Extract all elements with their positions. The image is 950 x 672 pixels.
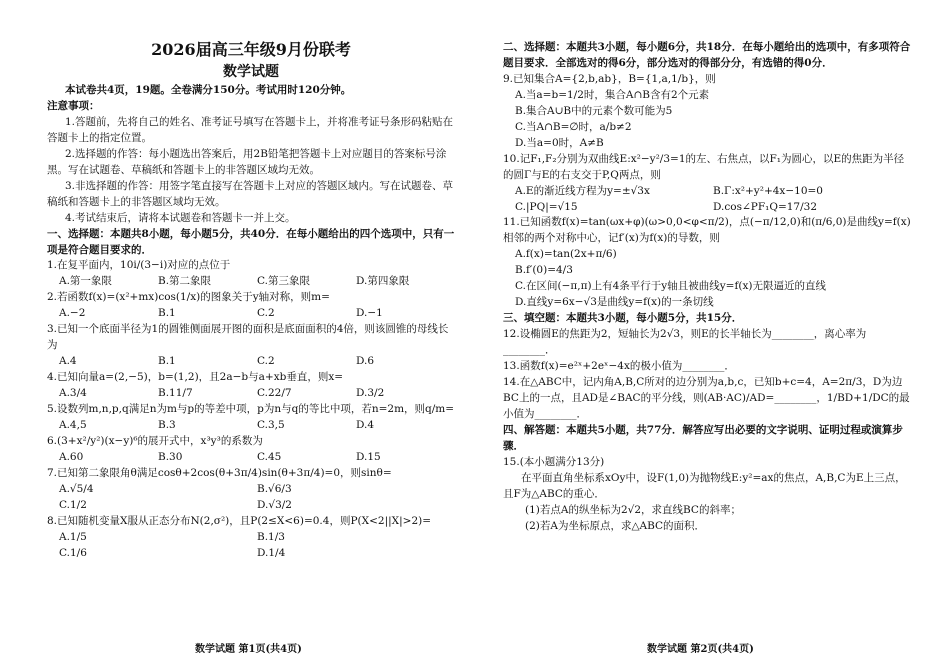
option: D.当a=0时，A≠B	[515, 136, 604, 149]
option: C.当A∩B=∅时，a/b≠2	[515, 120, 632, 133]
note-1: 1.答题前，先将自己的姓名、准考证号填写在答题卡上，并将准考证号条形码粘贴在答题卡上的指定位置。	[47, 115, 454, 144]
question-5: 5.设数列m,n,p,q满足n为m与p的等差中项，p为n与q的等比中项，若n=2m，则q/m=	[47, 403, 455, 416]
question-12: 12.设椭圆E的焦距为2，短轴长为2√3，则E的长半轴长为________，离心率为________．	[503, 328, 867, 357]
option: B.f′(0)=4/3	[515, 264, 573, 277]
question-3-options	[47, 354, 455, 370]
question-13: 13.函数f(x)=e²ˣ+2eˣ−4x的极小值为________．	[503, 360, 735, 373]
option: A.1/5	[59, 530, 87, 543]
option: B.3	[158, 419, 176, 431]
option: A.60	[59, 450, 84, 463]
question-3: 3.已知一个底面半径为1的圆锥侧面展开图的面积是底面面积的4倍，则该圆锥的母线长为	[47, 323, 449, 352]
note-2: 2.选择题的作答：每小题选出答案后，用2B铅笔把答题卡上对应题目的答案标号涂黑。写在试题卷、草稿纸和答题卡上的非答题区域均无效。	[47, 147, 447, 176]
page-1	[47, 40, 455, 562]
question-2: 2.若函数f(x)=(x²+mx)cos(1/x)的图象关于y轴对称，则m=	[47, 291, 330, 304]
option: D.6	[356, 355, 375, 368]
option: C.1/6	[59, 546, 87, 559]
option: B.√6/3	[257, 482, 292, 495]
option: A.f(x)=tan(2x+π/6)	[515, 248, 617, 261]
option: B.1	[158, 307, 176, 320]
section-4-header: 四、解答题：本题共5小题，共77分．解答应写出必要的文字说明、证明过程或演算步骤．	[503, 423, 903, 452]
question-15: 15.(本小题满分13分)	[503, 455, 605, 468]
question-1: 1.在复平面内，10i/(3−i)对应的点位于	[47, 259, 231, 272]
question-4: 4.已知向量a=(2,−5)，b=(1,2)，且2a−b与a+xb垂直，则x=	[47, 371, 344, 384]
option: D.cos∠PF₁Q=17/32	[713, 200, 817, 213]
exam-info: 本试卷共4页，19题。全卷满分150分。考试用时120分钟。	[65, 83, 352, 96]
option: D.15	[356, 450, 381, 463]
option: A.4,5	[59, 419, 87, 431]
notes-header: 注意事项：	[47, 99, 100, 112]
question-5-options	[47, 418, 455, 434]
question-6: 6.(3+x²/y²)(x−y)⁶的展开式中，x³y³的系数为	[47, 434, 263, 447]
question-7: 7.已知第二象限角θ满足cosθ+2cos(θ+3π/4)sin(θ+3π/4)=0，则sinθ=	[47, 466, 392, 479]
option: B.Γ:x²+y²+4x−10=0	[713, 184, 823, 197]
option: A.4	[59, 355, 77, 368]
page-2	[503, 40, 911, 535]
option: D.3/2	[356, 387, 385, 400]
option: C.45	[257, 450, 282, 463]
option: A.√5/4	[59, 482, 94, 495]
question-8-options	[47, 530, 455, 562]
question-1-options	[47, 274, 455, 290]
option: C.2	[257, 355, 275, 368]
option: D.第四象限	[356, 275, 410, 288]
question-9: 9.已知集合A={2,b,ab}，B={1,a,1/b}，则	[503, 72, 716, 85]
option: B.第二象限	[158, 275, 212, 288]
option: A.−2	[59, 307, 86, 320]
option: C.22/7	[257, 387, 292, 400]
option: D.直线y=6x−√3是曲线y=f(x)的一条切线	[515, 296, 714, 309]
option: A.3/4	[59, 387, 87, 400]
option: D.−1	[356, 307, 383, 320]
section-2-header: 二、选择题：本题共3小题，每小题6分，共18分．在每小题给出的选项中，有多项符合题目要求．全部选对的得6分，部分选对的得部分分，有选错的得0分．	[503, 41, 911, 69]
option: B.集合A∪B中的元素个数可能为5	[515, 104, 673, 117]
section-3-header: 三、填空题：本题共3小题，每小题5分，共15分．	[503, 312, 743, 325]
option: B.1	[158, 355, 176, 368]
option: B.1/3	[257, 530, 285, 543]
option: C.在区间(−π,π)上有4条平行于y轴且被曲线y=f(x)无限逼近的直线	[515, 280, 826, 293]
option: A.当a=b=1/2时，集合A∩B含有2个元素	[515, 88, 710, 101]
option: C.|PQ|=√15	[515, 200, 578, 213]
exam-subtitle: 数学试题	[223, 63, 279, 80]
option: D.1/4	[257, 546, 286, 559]
option: A.E的渐近线方程为y=±√3x	[515, 184, 650, 197]
option: B.11/7	[158, 387, 193, 400]
option: C.第三象限	[257, 275, 310, 288]
question-15-part-2: (2)若A为坐标原点，求△ABC的面积．	[525, 519, 706, 532]
option: A.第一象限	[59, 275, 112, 288]
option: D.√3/2	[257, 498, 292, 511]
question-2-options	[47, 306, 455, 322]
question-10: 10.记F₁,F₂分别为双曲线E:x²−y²/3=1的左、右焦点，以F₁为圆心，以E的焦距为半径的圆Γ与E的右支交于P,Q两点，则	[503, 152, 905, 181]
question-6-options	[47, 450, 455, 466]
section-1-header: 一、选择题：本题共8小题，每小题5分，共40分．在每小题给出的四个选项中，只有一项是符合题目要求的．	[47, 227, 455, 256]
note-3: 3.非选择题的作答：用签字笔直接写在答题卡上对应的答题区域内。写在试题卷、草稿纸和答题卡上的非答题区域均无效。	[47, 179, 454, 208]
option: D.4	[356, 419, 375, 431]
option: B.30	[158, 450, 183, 463]
option: C.2	[257, 307, 275, 320]
note-4: 4.考试结束后，请将本试题卷和答题卡一并上交。	[65, 211, 296, 224]
exam-title: 2026届高三年级9月份联考	[151, 40, 351, 59]
page-2-footer: 数学试题 第2页(共4页)	[647, 644, 754, 655]
question-15-body: 在平面直角坐标系xOy中，设F(1,0)为抛物线E:y²=ax的焦点，A,B,C为E上三点，且F为△ABC的重心．	[503, 471, 906, 500]
question-7-options	[47, 482, 455, 514]
question-11: 11.已知函数f(x)=tan(ωx+φ)(ω>0,0<φ<π/2)，点(−π/12,0)和(π/6,0)是曲线y=f(x)相邻的两个对称中心，记f′(x)为f(x)的导数，则	[503, 216, 911, 245]
question-10-options	[503, 184, 911, 216]
question-8: 8.已知随机变量X服从正态分布N(2,σ²)，且P(2≤X<6)=0.4，则P(X<2||X|>2)=	[47, 514, 432, 527]
question-4-options	[47, 386, 455, 402]
option: C.1/2	[59, 498, 87, 511]
option: C.3,5	[257, 419, 285, 431]
question-15-part-1: (1)若点A的纵坐标为2√2，求直线BC的斜率；	[525, 503, 741, 516]
question-14: 14.在△ABC中，记内角A,B,C所对的边分别为a,b,c，已知b+c=4，A=2π/3，D为边BC上的一点，且AD是∠BAC的平分线，则(AB·AC)/AD=________，1/BD+1/DC的最小值为________．	[503, 376, 910, 420]
page-1-footer: 数学试题 第1页(共4页)	[195, 644, 302, 655]
